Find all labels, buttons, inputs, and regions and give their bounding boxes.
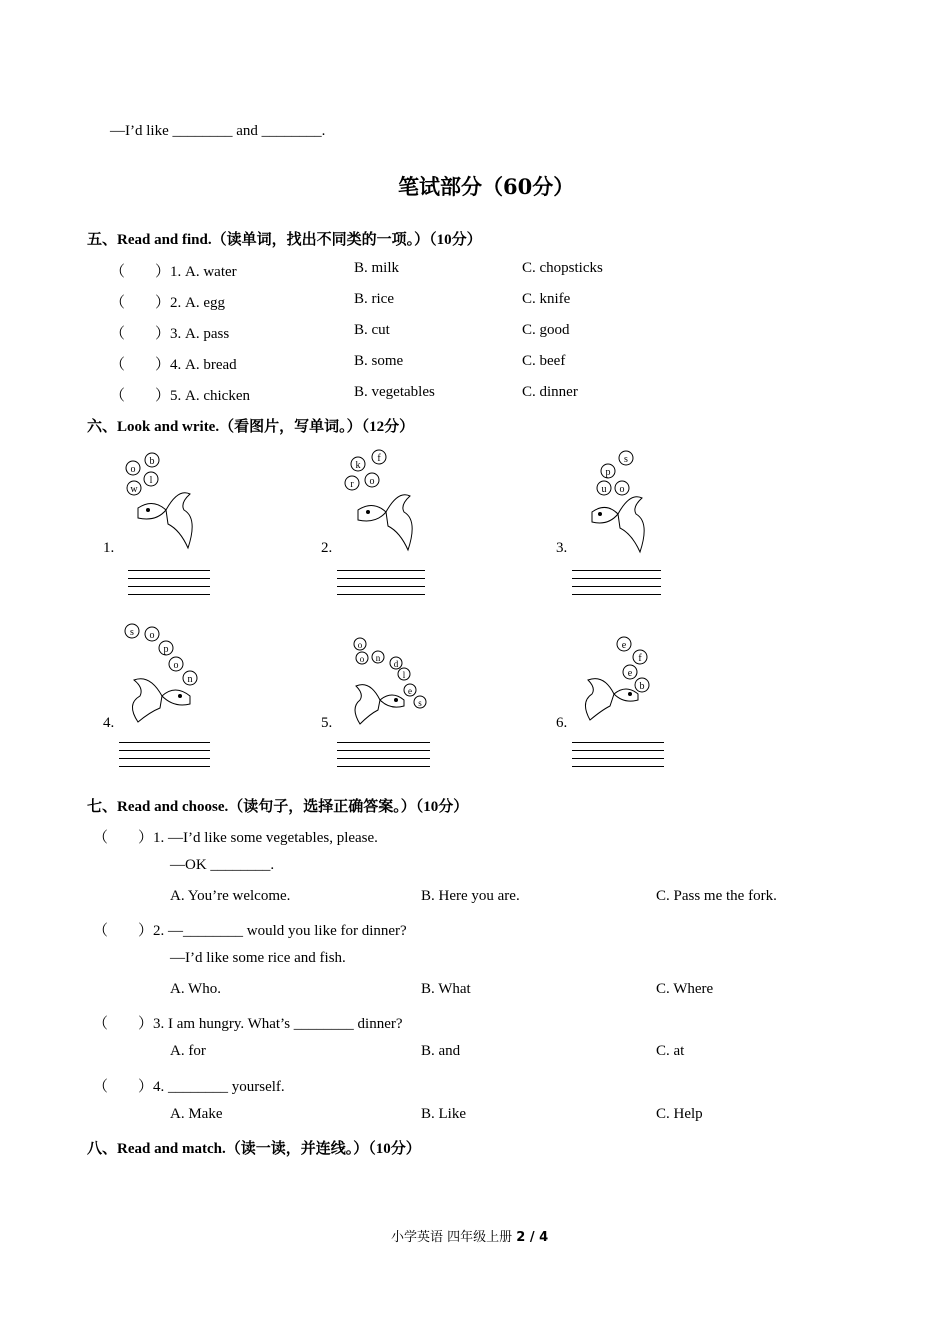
bubble-letter: p xyxy=(163,644,169,655)
s5-q2-c: C. knife xyxy=(522,291,571,307)
bubble-letter: l xyxy=(149,475,153,486)
bubble-letter: e xyxy=(621,640,627,651)
bubble-letter: s xyxy=(418,698,422,708)
bubble-letter: e xyxy=(627,668,633,679)
bubble-letter: u xyxy=(601,484,607,495)
s7-q1-b: B. Here you are. xyxy=(421,888,520,904)
s7-q3-a: A. for xyxy=(170,1043,206,1059)
picture-number: 4. xyxy=(103,715,115,731)
fish-bubbles-picture xyxy=(118,448,208,558)
answer-lines[interactable] xyxy=(572,570,661,602)
fish-bubbles-picture xyxy=(578,448,668,558)
picture-number: 6. xyxy=(556,715,568,731)
bubble-letter: f xyxy=(377,453,381,464)
picture-number: 3. xyxy=(556,540,568,556)
s7-q1-line2: —OK ________. xyxy=(170,857,275,873)
s5-q1: （ ）1. A. water xyxy=(110,264,237,280)
page-number: 2 / 4 xyxy=(516,1230,549,1245)
s7-q2-b: B. What xyxy=(421,981,471,997)
fish-bubbles-picture xyxy=(120,618,210,728)
s7-q2-c: C. Where xyxy=(656,981,714,997)
answer-lines[interactable] xyxy=(128,570,210,602)
page-title: 笔试部分（60分） xyxy=(398,174,575,199)
s5-q5: （ ）5. A. chicken xyxy=(110,388,250,404)
bubble-letter: b xyxy=(149,456,155,467)
fish-bubbles-picture xyxy=(338,448,428,558)
section-7-heading: 七、Read and choose.（读句子，选择正确答案。）（10分） xyxy=(87,799,469,815)
s7-q2: （ ）2. —________ would you like for dinner? xyxy=(93,923,407,939)
fish-bubbles-picture xyxy=(348,632,438,732)
picture-number: 5. xyxy=(321,715,333,731)
bubble-letter: o xyxy=(359,654,365,664)
s7-q1-c: C. Pass me the fork. xyxy=(656,888,777,904)
s7-q1-a: A. You’re welcome. xyxy=(170,888,291,904)
s5-q3: （ ）3. A. pass xyxy=(110,326,230,342)
bubble-letter: o xyxy=(369,476,375,487)
bubble-letter: r xyxy=(350,479,354,490)
answer-lines[interactable] xyxy=(572,742,664,774)
bubble-letter: f xyxy=(638,653,642,664)
section-8-heading: 八、Read and match.（读一读，并连线。）（10分） xyxy=(87,1141,421,1157)
section-5-heading: 五、Read and find.（读单词，找出不同类的一项。）（10分） xyxy=(87,232,482,248)
section-6-heading: 六、Look and write.（看图片，写单词。）（12分） xyxy=(87,419,415,435)
s5-q1-c: C. chopsticks xyxy=(522,260,603,276)
bubble-letter: o xyxy=(173,660,179,671)
answer-lines[interactable] xyxy=(119,742,210,774)
s7-q3: （ ）3. I am hungry. What’s ________ dinner? xyxy=(93,1016,403,1032)
s5-q2: （ ）2. A. egg xyxy=(110,295,225,311)
bubble-letter: d xyxy=(393,659,399,669)
picture-number: 1. xyxy=(103,540,115,556)
answer-lines[interactable] xyxy=(337,570,425,602)
s5-q4: （ ）4. A. bread xyxy=(110,357,237,373)
s5-q3-c: C. good xyxy=(522,322,570,338)
s7-q4-b: B. Like xyxy=(421,1106,466,1122)
s5-q1-b: B. milk xyxy=(354,260,400,276)
bubble-letter: k xyxy=(355,460,361,471)
s7-q1: （ ）1. —I’d like some vegetables, please. xyxy=(93,830,378,846)
bubble-letter: o xyxy=(357,640,363,650)
bubble-letter: b xyxy=(639,681,645,692)
bubble-letter: o xyxy=(130,464,136,475)
s5-q3-b: B. cut xyxy=(354,322,390,338)
s7-q4: （ ）4. ________ yourself. xyxy=(93,1079,285,1095)
bubble-letter: e xyxy=(408,686,412,696)
bubble-letter: s xyxy=(624,454,628,465)
footer-text: 小学英语 四年级上册 xyxy=(391,1230,517,1245)
s5-q2-b: B. rice xyxy=(354,291,394,307)
s7-q2-line2: —I’d like some rice and fish. xyxy=(170,950,346,966)
bubble-letter: p xyxy=(605,467,611,478)
s5-q4-b: B. some xyxy=(354,353,404,369)
s5-q5-c: C. dinner xyxy=(522,384,578,400)
s7-q2-a: A. Who. xyxy=(170,981,221,997)
bubble-letter: s xyxy=(130,627,134,638)
bubble-letter: n xyxy=(375,653,381,663)
bubble-letter: w xyxy=(130,484,138,495)
s7-q4-a: A. Make xyxy=(170,1106,223,1122)
bubble-letter: o xyxy=(619,484,625,495)
bubble-letter: o xyxy=(149,630,155,641)
s7-q4-c: C. Help xyxy=(656,1106,703,1122)
picture-number: 2. xyxy=(321,540,333,556)
s5-q5-b: B. vegetables xyxy=(354,384,435,400)
page-footer xyxy=(391,1226,548,1245)
s7-q3-c: C. at xyxy=(656,1043,685,1059)
bubble-letter: n xyxy=(187,674,193,685)
answer-lines[interactable] xyxy=(337,742,430,774)
fish-bubbles-picture xyxy=(578,630,668,730)
s5-q4-c: C. beef xyxy=(522,353,566,369)
s7-q3-b: B. and xyxy=(421,1043,461,1059)
bubble-letter: l xyxy=(402,670,406,680)
top-answer-line: —I’d like ________ and ________. xyxy=(110,123,326,139)
